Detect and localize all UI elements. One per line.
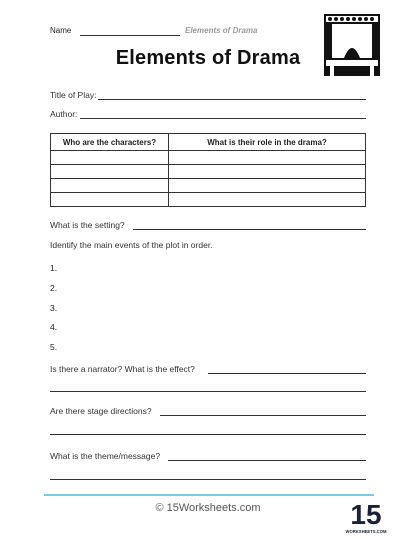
table-row [51, 193, 366, 207]
narrator-field-2[interactable] [50, 391, 366, 392]
table-cell[interactable] [51, 151, 169, 165]
setting-question: What is the setting? [50, 220, 125, 230]
plot-number: 4. [50, 322, 58, 332]
characters-table [50, 133, 366, 207]
table-row [51, 179, 366, 193]
worksheet-subtitle: Elements of Drama [185, 26, 258, 35]
table-cell[interactable] [169, 165, 366, 179]
narrator-question: Is there a narrator? What is the effect? [50, 364, 195, 374]
table-cell[interactable] [51, 179, 169, 193]
logo-text: WORKSHEETS.COM [345, 529, 387, 534]
theme-field[interactable] [168, 460, 366, 461]
name-field[interactable] [80, 35, 180, 36]
author-field[interactable] [80, 118, 366, 119]
theme-question: What is the theme/message? [50, 451, 161, 461]
plot-number: 2. [50, 283, 58, 293]
table-header-characters: Who are the characters? [51, 134, 169, 151]
footer-copyright: © 15Worksheets.com [155, 502, 261, 514]
table-row [51, 165, 366, 179]
stage-directions-question: Are there stage directions? [50, 406, 152, 416]
plot-number: 5. [50, 342, 58, 352]
title-of-play-label: Title of Play: [50, 90, 97, 100]
page-title: Elements of Drama [115, 47, 301, 69]
logo-number: 15 [350, 499, 382, 530]
stage-directions-field-2[interactable] [50, 434, 366, 435]
table-header-role: What is their role in the drama? [169, 134, 366, 151]
table-cell[interactable] [51, 193, 169, 207]
table-cell[interactable] [169, 151, 366, 165]
theme-field-2[interactable] [50, 479, 366, 480]
plot-number: 3. [50, 303, 58, 313]
name-label: Name [50, 26, 72, 35]
table-cell[interactable] [169, 193, 366, 207]
plot-number: 1. [50, 263, 58, 273]
footer-divider [44, 494, 374, 496]
stage-directions-field[interactable] [160, 415, 366, 416]
title-of-play-field[interactable] [98, 99, 366, 100]
author-label: Author: [50, 109, 78, 119]
narrator-field[interactable] [208, 373, 366, 374]
setting-field[interactable] [133, 229, 366, 230]
table-row [51, 151, 366, 165]
table-cell[interactable] [169, 179, 366, 193]
worksheets-logo [345, 496, 387, 536]
table-cell[interactable] [51, 165, 169, 179]
plot-prompt: Identify the main events of the plot in order. [50, 240, 213, 250]
